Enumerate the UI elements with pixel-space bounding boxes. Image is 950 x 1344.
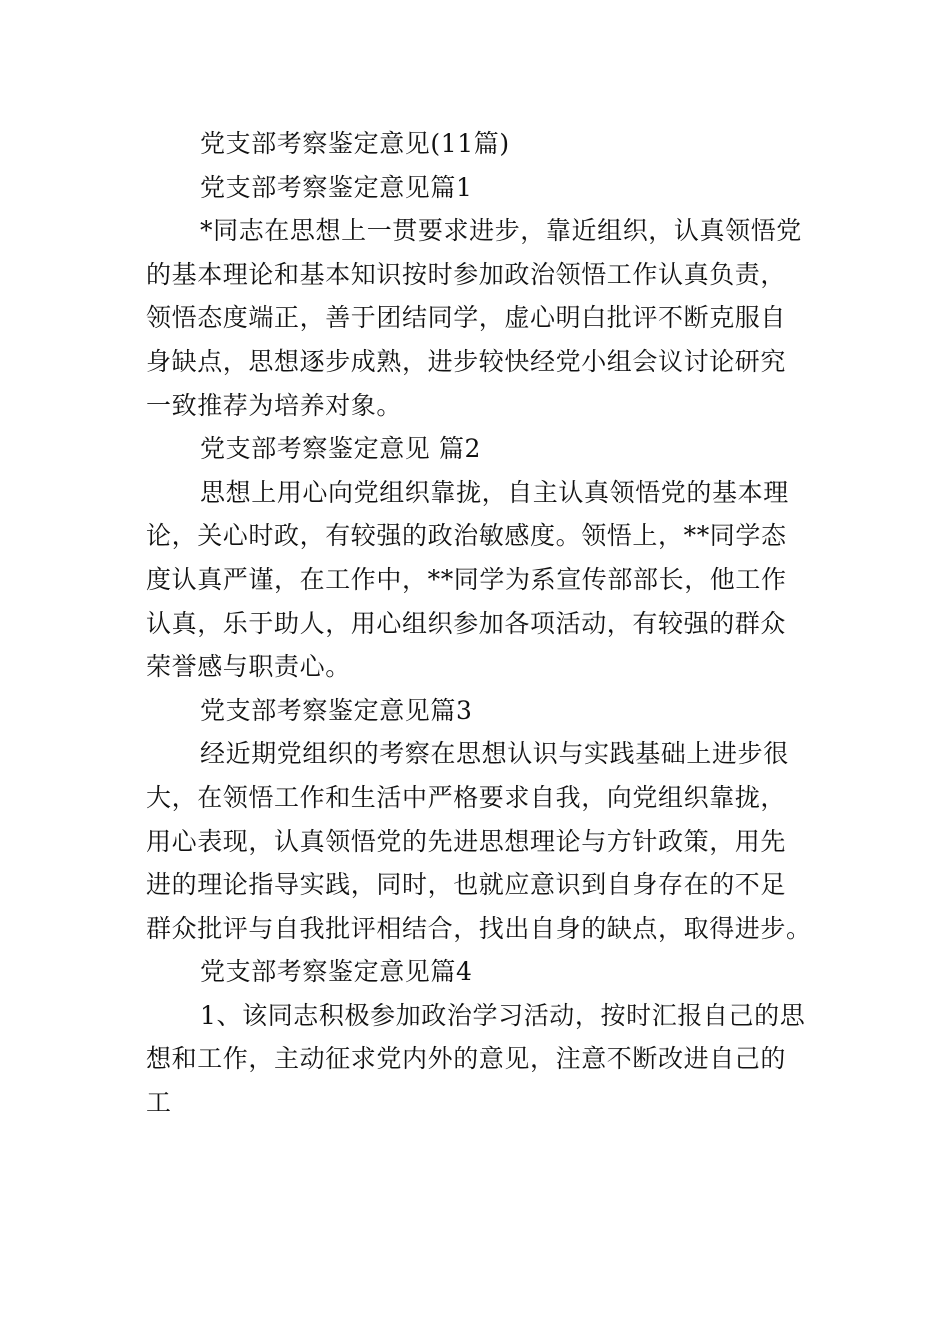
paragraph-line: 工 xyxy=(146,1088,172,1118)
document-title: 党支部考察鉴定意见(11篇) xyxy=(200,129,510,158)
paragraph-line: 1、该同志积极参加政治学习活动，按时汇报自己的思 xyxy=(200,1000,806,1030)
paragraph-line: 进的理论指导实践，同时，也就应意识到自身存在的不足 xyxy=(146,870,787,900)
paragraph-line: 领悟态度端正，善于团结同学，虚心明白批评不断克服自 xyxy=(146,303,787,333)
paragraph-line: *同志在思想上一贯要求进步，靠近组织，认真领悟党 xyxy=(200,216,802,246)
paragraph-line: 想和工作，主动征求党内外的意见，注意不断改进自己的 xyxy=(146,1044,787,1074)
paragraph-line: 身缺点，思想逐步成熟，进步较快经党小组会议讨论研究 xyxy=(146,346,787,376)
paragraph-line: 用心表现，认真领悟党的先进思想理论与方针政策，用先 xyxy=(146,826,787,856)
document-body xyxy=(146,122,812,1125)
paragraph-line: 群众批评与自我批评相结合，找出自身的缺点，取得进步。 xyxy=(146,913,812,943)
paragraph-line: 经近期党组织的考察在思想认识与实践基础上进步很 xyxy=(200,739,789,769)
paragraph-line: 一致推荐为培养对象。 xyxy=(146,390,403,420)
section-heading-2: 党支部考察鉴定意见 篇2 xyxy=(200,434,482,464)
paragraph-line: 思想上用心向党组织靠拢，自主认真领悟党的基本理 xyxy=(200,477,789,507)
paragraph-line: 论，关心时政，有较强的政治敏感度。领悟上，**同学态 xyxy=(146,521,787,551)
paragraph-line: 的基本理论和基本知识按时参加政治领悟工作认真负责， xyxy=(146,259,787,289)
section-heading-1: 党支部考察鉴定意见篇1 xyxy=(200,172,473,202)
section-heading-4: 党支部考察鉴定意见篇4 xyxy=(200,957,473,987)
paragraph-line: 荣誉感与职责心。 xyxy=(146,652,351,682)
section-heading-3: 党支部考察鉴定意见篇3 xyxy=(200,695,473,725)
paragraph-line: 度认真严谨，在工作中，**同学为系宣传部部长，他工作 xyxy=(146,564,787,594)
paragraph-line: 大，在领悟工作和生活中严格要求自我，向党组织靠拢， xyxy=(146,782,787,812)
paragraph-line: 认真，乐于助人，用心组织参加各项活动，有较强的群众 xyxy=(146,608,787,638)
